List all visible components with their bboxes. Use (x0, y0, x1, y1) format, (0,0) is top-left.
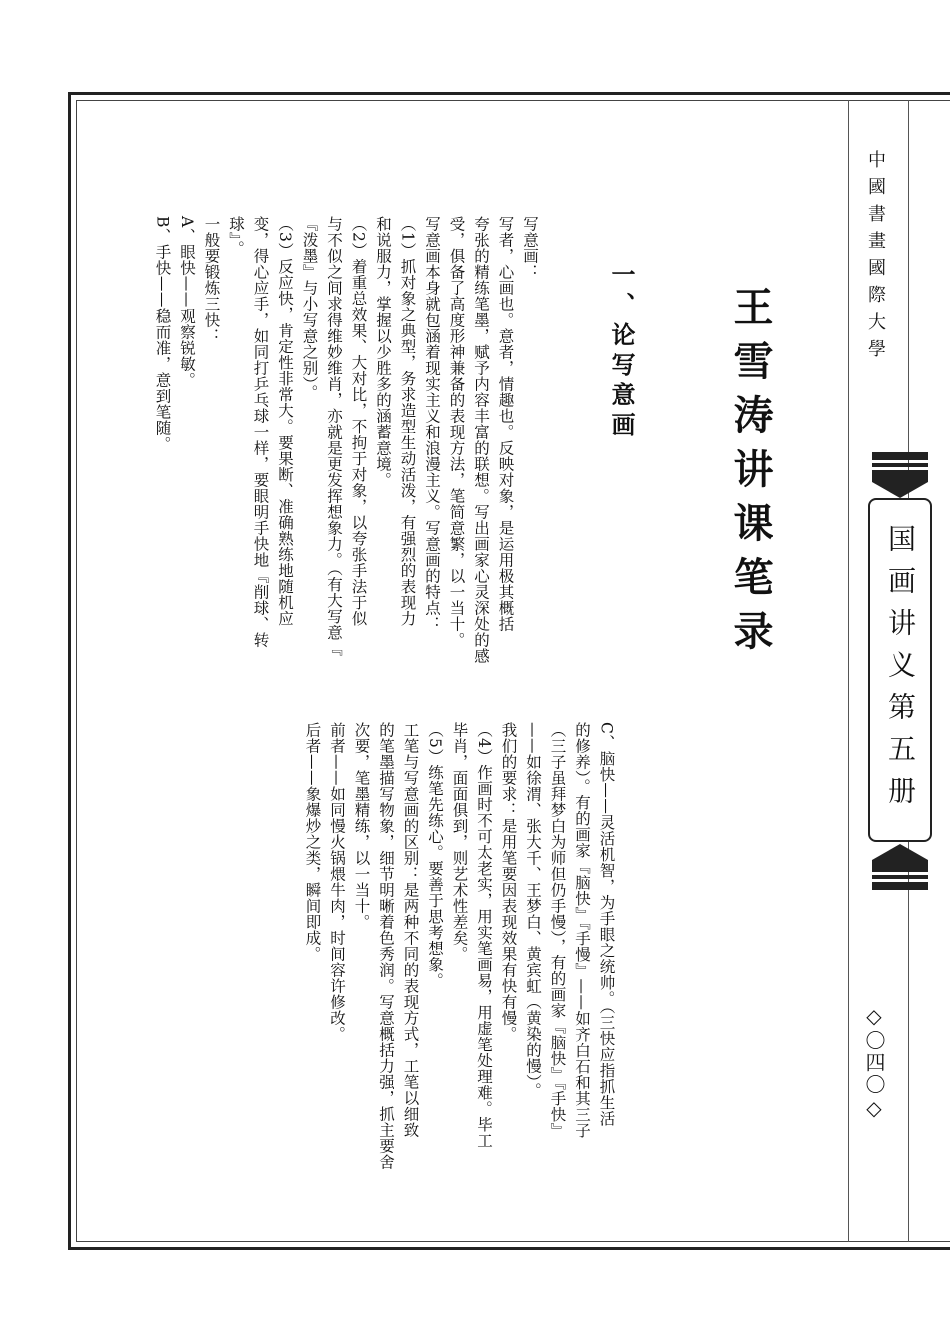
text-column: （3）反应快，肯定性非常大。要果断、准确熟练地随机应 (276, 216, 294, 627)
volume-label: 国画讲义第五册 (884, 524, 917, 818)
text-column: 变，得心应手，如同打乒乓球一样，要眼明手快地『削球、转 (251, 216, 270, 648)
text-column: （三子虽拜梦白为师但仍手慢），有的画家『脑快』『手快』 (548, 722, 567, 1139)
body-text-upper (150, 216, 542, 756)
text-column: 受，俱备了高度形神兼备的表现方法，笔简意繁，以一当十。 (447, 216, 466, 648)
banner-ornament-bottom (872, 842, 928, 890)
text-column: 一般要锻炼三快： (202, 216, 221, 344)
text-column: 『泼墨』与小写意之别）。 (300, 216, 319, 401)
text-column: 夸张的精练笔墨，赋予内容丰富的联想。写出画家心灵深处的感 (472, 216, 490, 664)
text-column: 毕肖，面面俱到，则艺术性差矣。 (450, 722, 469, 962)
university-name: 中國書畫國際大學 (865, 150, 886, 366)
text-column: 前者——如同慢火锅煨牛肉，时间容许修改。 (328, 722, 346, 1042)
text-column: 和说服力，掌握以少胜多的涵蓄意境。 (374, 216, 392, 488)
text-column: 我们的要求：是用笔要因表现效果有快有慢。 (499, 722, 518, 1042)
text-column: 写意画本身就包涵着现实主义和浪漫主义。写意画的特点： (423, 216, 441, 632)
body-text-lower (300, 722, 619, 1242)
intro-label: 写意画： (521, 216, 539, 280)
text-column: （1）抓对象之典型，务求造型生动活泼，有强烈的表现力 (398, 216, 417, 627)
page-number: ◇〇四〇◇ (862, 1004, 886, 1122)
text-column: （5）练笔先练心。要善于思考想象。 (426, 722, 444, 989)
text-column: 后者——象爆炒之类，瞬间即成。 (303, 722, 322, 962)
text-column: 的笔墨描写物象，细节明晰着色秀润。写意概括力强，抓主要舍 (377, 722, 395, 1170)
text-column: 的修养）。有的画家『脑快』『手慢』——如齐白石和其三子 (573, 722, 591, 1139)
side-rule-left (848, 100, 849, 1242)
lecture-title: 王雪涛讲课笔录 (727, 286, 773, 664)
text-column: C、脑快——灵活机智，为手眼之统帅。（三快应指抓生活 (597, 722, 616, 1127)
text-column: 球』。 (227, 216, 245, 257)
banner-ornament-top (872, 452, 928, 500)
text-column: （4）作画时不可太老实，用实笔画易，用虚笔处理难。毕工 (475, 722, 493, 1149)
text-column: 工笔与写意画的区别：是两种不同的表现方式，工笔以细致 (401, 722, 420, 1138)
text-column: 写者，心画也。意者，情趣也。反映对象，是运用极其概括 (496, 216, 515, 632)
section-title: 一、论写意画 (607, 262, 636, 442)
text-column: 次要，笔墨精练，以一当十。 (352, 722, 371, 930)
text-column: A、眼快——观察锐敏。 (178, 216, 196, 388)
text-column: ——如徐渭、张大千、王梦白、黄宾虹（黄染的慢）。 (524, 722, 542, 1099)
text-column: （2）着重总效果、大对比，不拘于对象，以夸张手法于似 (349, 216, 368, 627)
text-column: 与不似之间求得维妙维肖，亦就是更发挥想象力。（有大写意『 (325, 216, 343, 657)
text-column: B、手快——稳而准，意到笔随。 (153, 216, 172, 452)
